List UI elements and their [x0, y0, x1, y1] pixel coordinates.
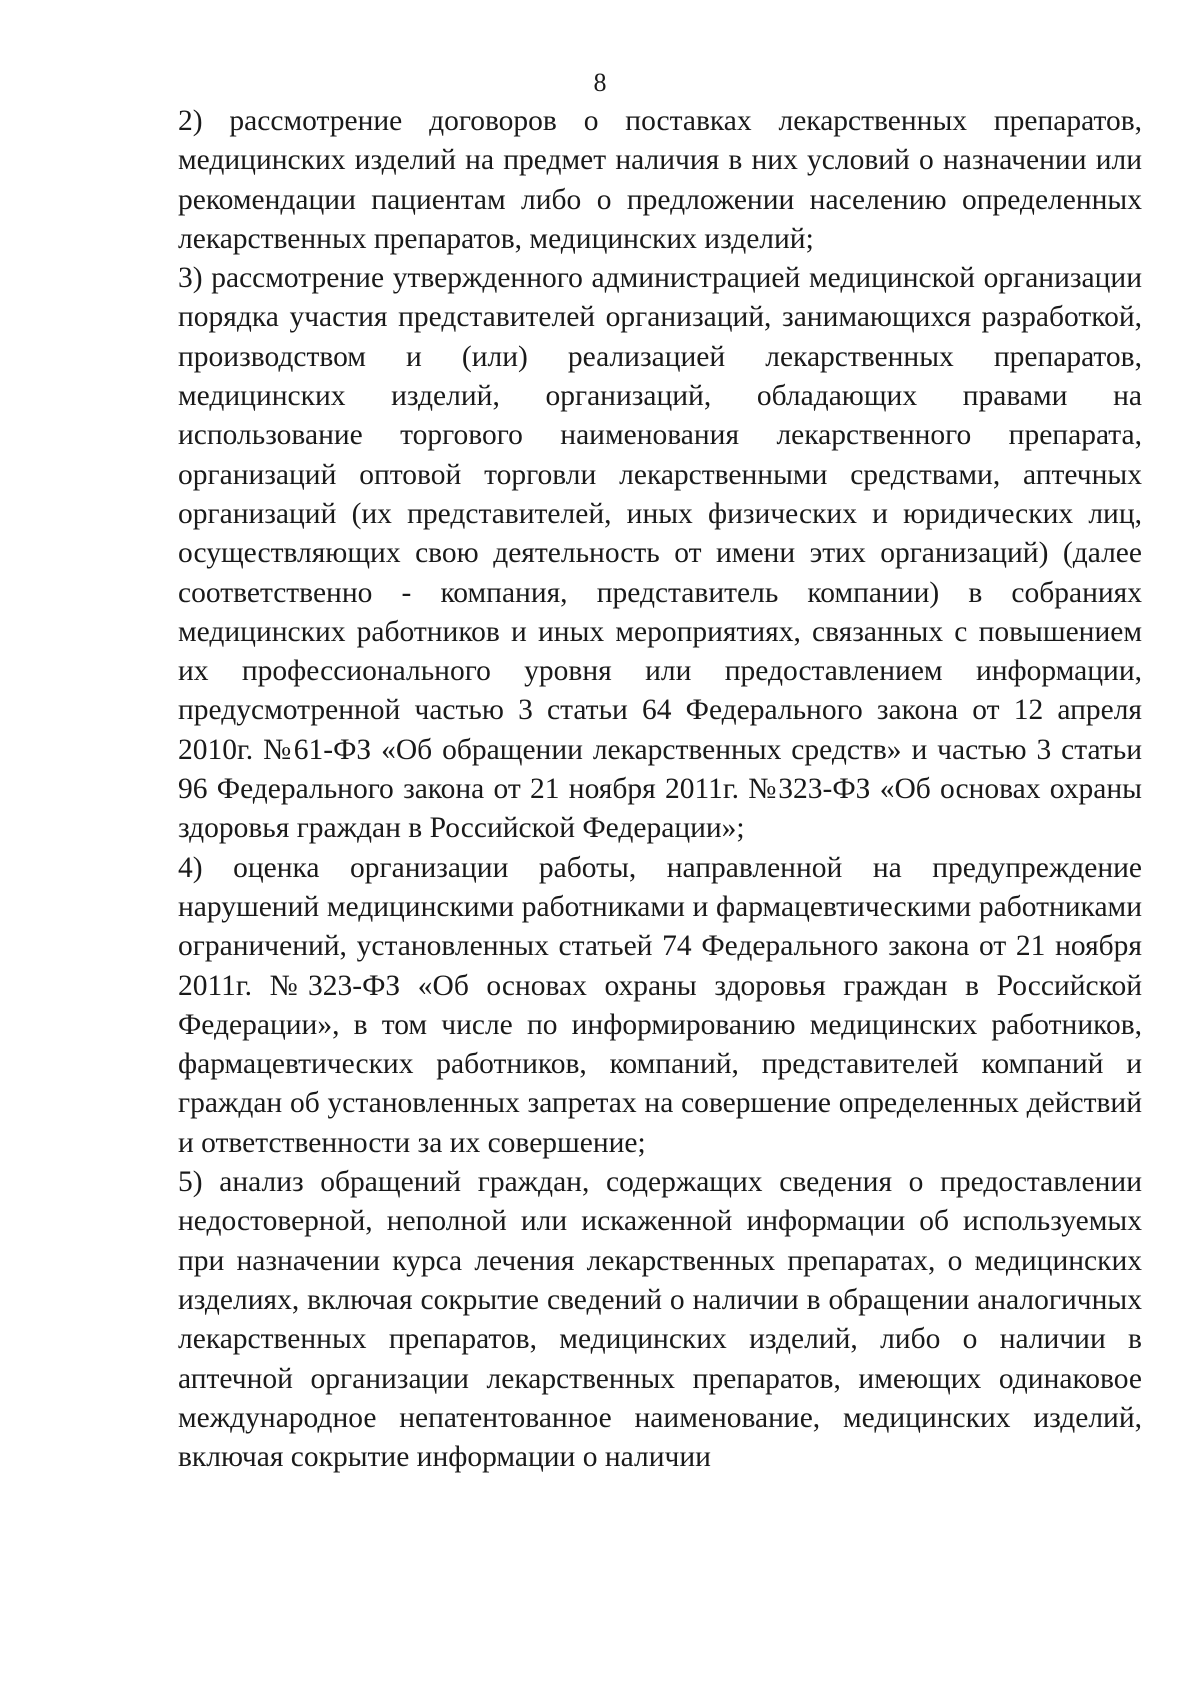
document-body: [178, 102, 1142, 1477]
paragraph-item-4: 4) оценка организации работы, направленной на предупреждение нарушений медицинскими работниками и фармацевтическими работниками ограничений, установленных статьей 74 Федерального закона от 21 ноября 2011г. №323-ФЗ «Об основах охраны здоровья граждан в Российской Федерации», в том числе по информированию медицинских работников, фармацевтических работников, компаний, представителей компаний и граждан об установленных запретах на совершение определенных действий и ответственности за их совершение;: [178, 851, 1142, 1159]
paragraph-item-3: 3) рассмотрение утвержденного администрацией медицинской организации порядка участия представителей организаций, занимающихся разработкой, производством и (или) реализацией лекарственных препаратов, медицинских изделий, организаций, обладающих правами на использование торгового наименования лекарственного препарата, организаций оптовой торговли лекарственными средствами, аптечных организаций (их представителей, иных физических и юридических лиц, осуществляющих свою деятельность от имени этих организаций) (далее соответственно - компания, представитель компании) в собраниях медицинских работников и иных мероприятиях, связанных с повышением их профессионального уровня или предоставлением информации, предусмотренной частью 3 статьи 64 Федерального закона от 12 апреля 2010г. №61-ФЗ «Об обращении лекарственных средств» и частью 3 статьи 96 Федерального закона от 21 ноября 2011г. №323-ФЗ «Об основах охраны здоровья граждан в Российской Федерации»;: [178, 262, 1142, 845]
paragraph-item-5: 5) анализ обращений граждан, содержащих сведения о предоставлении недостоверной, неполной или искаженной информации об используемых при назначении курса лечения лекарственных препаратах, о медицинских изделиях, включая сокрытие сведений о наличии в обращении аналогичных лекарственных препаратов, медицинских изделий, либо о наличии в аптечной организации лекарственных препаратов, имеющих одинаковое международное непатентованное наименование, медицинских изделий, включая сокрытие информации о наличии: [178, 1166, 1142, 1474]
page-number: 8: [593, 68, 607, 97]
paragraph-item-2: 2) рассмотрение договоров о поставках лекарственных препаратов, медицинских изделий на предмет наличия в них условий о назначении или рекомендации пациентам либо о предложении населению определенных лекарственных препаратов, медицинских изделий;: [178, 105, 1142, 255]
